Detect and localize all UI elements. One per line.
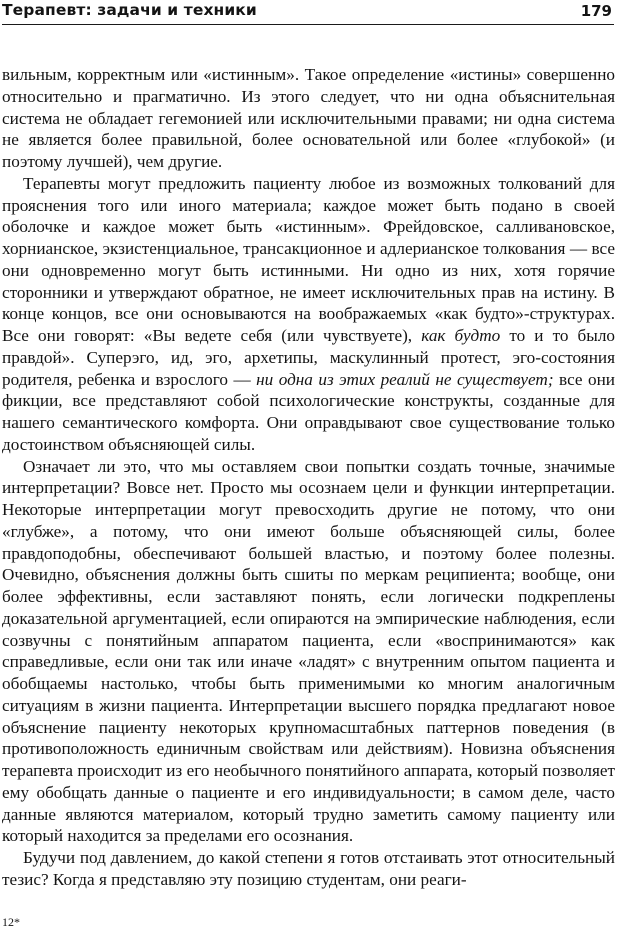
paragraph-4: Будучи под давлением, до какой степени я готов отстаивать этот относительный тезис? Когда я представляю эту позицию студентам, они реаги- <box>2 848 615 889</box>
body-text <box>2 64 615 891</box>
paragraph-2-italic-none-exist: ни одна из этих реалий не существует; <box>256 369 554 389</box>
running-header <box>2 0 614 25</box>
paragraph-2-text-c: то и то было правдой». Суперэго, ид, эго, архетипы, маскулинный протест, эго-состояния родителя, ребенка и взрослого — <box>2 326 615 389</box>
paragraph-2-text-e: все они фикции, все представляют собой психологические конструкты, созданные для нашего семантического комфорта. Они оправдывают свое существование только достоинством объясняющей силы. <box>2 369 615 454</box>
paragraph-2-italic-as-if: как будто <box>421 326 501 345</box>
paragraph-1: вильным, корректным или «истинным». Такое определение «истины» совершенно относительно и прагматично. Из этого следует, что ни одна объяснительная система не обладает гегемонией или исключительными правами; ни одна система не является более правильной, более основательной или более «глубокой» (и поэтому лучшей), чем другие. <box>2 65 615 171</box>
signature-mark: 12* <box>2 915 20 929</box>
running-title: Терапевт: задачи и техники <box>2 1 257 19</box>
paragraph-2-text-a: Терапевты могут предложить пациенту любое из возможных толкований для прояснения того или иного материала; каждое может быть подано в своей оболочке и каждое может быть «истинным». Фрейдовское, салливановское, хорнианское, экзистенциальное, трансакционное и адлерианское толкования — все они одновременно могут быть истинными. Ни одно из них, хотя горячие сторонники и утверждают обратное, не имеет исключительных прав на истину. В конце концов, все они основываются на воображаемых «как будто»-структурах. Все они говорят: «Вы ведете себя (или чувствуете), <box>2 173 615 345</box>
page-number: 179 <box>580 2 612 20</box>
paragraph-2 <box>2 173 615 456</box>
paragraph-3: Означает ли это, что мы оставляем свои попытки создать точные, значимые интерпретации? Вовсе нет. Просто мы осознаем цели и функции интерпретации. Некоторые интерпретации могут превосходить другие не потому, что они «глубже», а потому, что они имеют больше объясняющей силы, более правдоподобны, обеспечивают большей властью, и поэтому более полезны. Очевидно, объяснения должны быть сшиты по меркам реципиента; вообще, они более эффективны, если заставляют понять, если логически подкреплены доказательной аргументацией, если опираются на эмпирические наблюдения, если созвучны с понятийным аппаратом пациента, если «воспринимаются» как справедливые, если они так или иначе «ладят» с внутренним опытом пациента и обобщаемы настолько, чтобы быть применимыми ко многим аналогичным ситуациям в жизни пациента. Интерпретации высшего порядка предлагают новое объяснение пациенту некоторых крупномасштабных паттернов поведения (в противоположность единичным свойствам или действиям). Новизна объяснения терапевта происходит из его необычного понятийного аппарата, который позволяет ему обобщать данные о пациенте и его индивидуальности; в самом деле, часто данные являются материалом, который трудно заметить самому пациенту или который находится за пределами его осознания. <box>2 456 615 846</box>
